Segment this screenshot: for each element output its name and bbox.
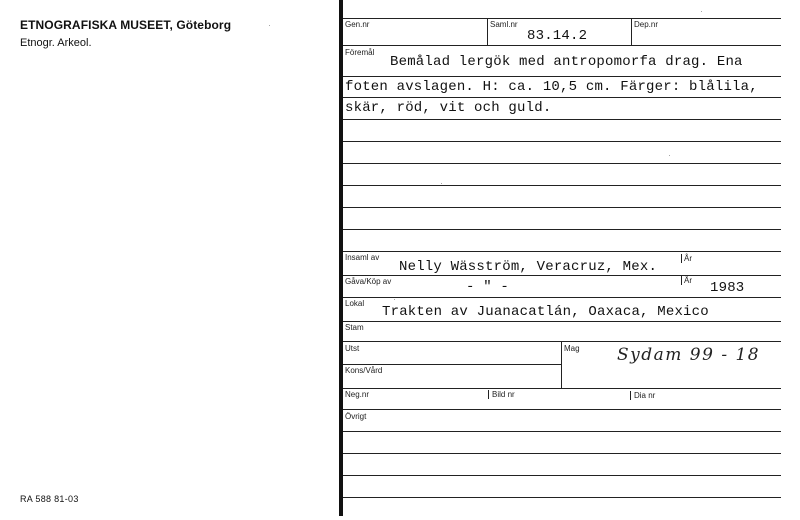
description-line-3: skär, röd, vit och guld. [345,100,552,116]
ar-value: 1983 [710,280,745,296]
gen-nr-label: Gen.nr [345,20,370,29]
scan-speck: · [668,150,671,160]
ruled-line [343,119,781,120]
description-line-1: Bemålad lergök med antropomorfa drag. Ena [390,54,743,70]
scan-speck: · [268,20,271,30]
divider [630,391,631,400]
ruled-line [343,364,561,365]
department-label: Etnogr. Arkeol. [20,37,92,49]
divider [487,18,488,45]
gava-kop-av-label: Gåva/Köp av [345,277,392,286]
saml-nr-label: Saml.nr [490,20,518,29]
ruled-line [343,97,781,98]
lokal-value: Trakten av Juanacatlán, Oaxaca, Mexico [382,304,709,320]
divider [343,45,781,46]
divider [631,18,632,45]
ruled-line [343,431,781,432]
ruled-line [343,297,781,298]
ovrigt-label: Övrigt [345,412,367,421]
scan-speck: · [700,6,703,16]
divider [681,276,682,285]
bild-nr-label: Bild nr [492,390,515,399]
divider [561,341,562,388]
dia-nr-label: Dia nr [634,391,656,400]
ruled-line [343,163,781,164]
ruled-line [343,497,781,498]
mag-label: Mag [564,344,580,353]
kons-vard-label: Kons/Vård [345,366,383,375]
ruled-line [343,321,781,322]
ruled-line [343,251,781,252]
scan-speck: · [393,294,396,304]
ar-label-2: År [684,276,692,285]
ruled-line [343,207,781,208]
foremal-label: Föremål [345,48,375,57]
insaml-av-label: Insaml av [345,253,380,262]
description-line-2: foten avslagen. H: ca. 10,5 cm. Färger: blålila, [345,79,758,95]
card-left-border [339,0,343,516]
ruled-line [343,229,781,230]
ruled-line [343,341,781,342]
dep-nr-label: Dep.nr [634,20,659,29]
divider [681,254,682,263]
divider [343,18,781,19]
ruled-line [343,409,781,410]
ruled-line [343,275,781,276]
ruled-line [343,185,781,186]
ruled-line [343,388,781,389]
stam-label: Stam [345,323,364,332]
museum-name: ETNOGRAFISKA MUSEET, Göteborg [20,18,232,32]
lokal-label: Lokal [345,299,365,308]
ruled-line [343,141,781,142]
saml-nr-value: 83.14.2 [527,28,588,44]
mag-value: Sydam 99 - 18 [617,345,761,365]
ruled-line [343,453,781,454]
gava-kop-av-value: - " - [466,279,510,295]
ruled-line [343,76,781,77]
scan-speck: · [440,178,443,188]
form-code: RA 588 81-03 [20,494,79,504]
neg-nr-label: Neg.nr [345,390,370,399]
divider [488,390,489,399]
utst-label: Utst [345,344,360,353]
ar-label-1: År [684,254,692,263]
insaml-av-value: Nelly Wäsström, Veracruz, Mex. [399,259,658,275]
ruled-line [343,475,781,476]
